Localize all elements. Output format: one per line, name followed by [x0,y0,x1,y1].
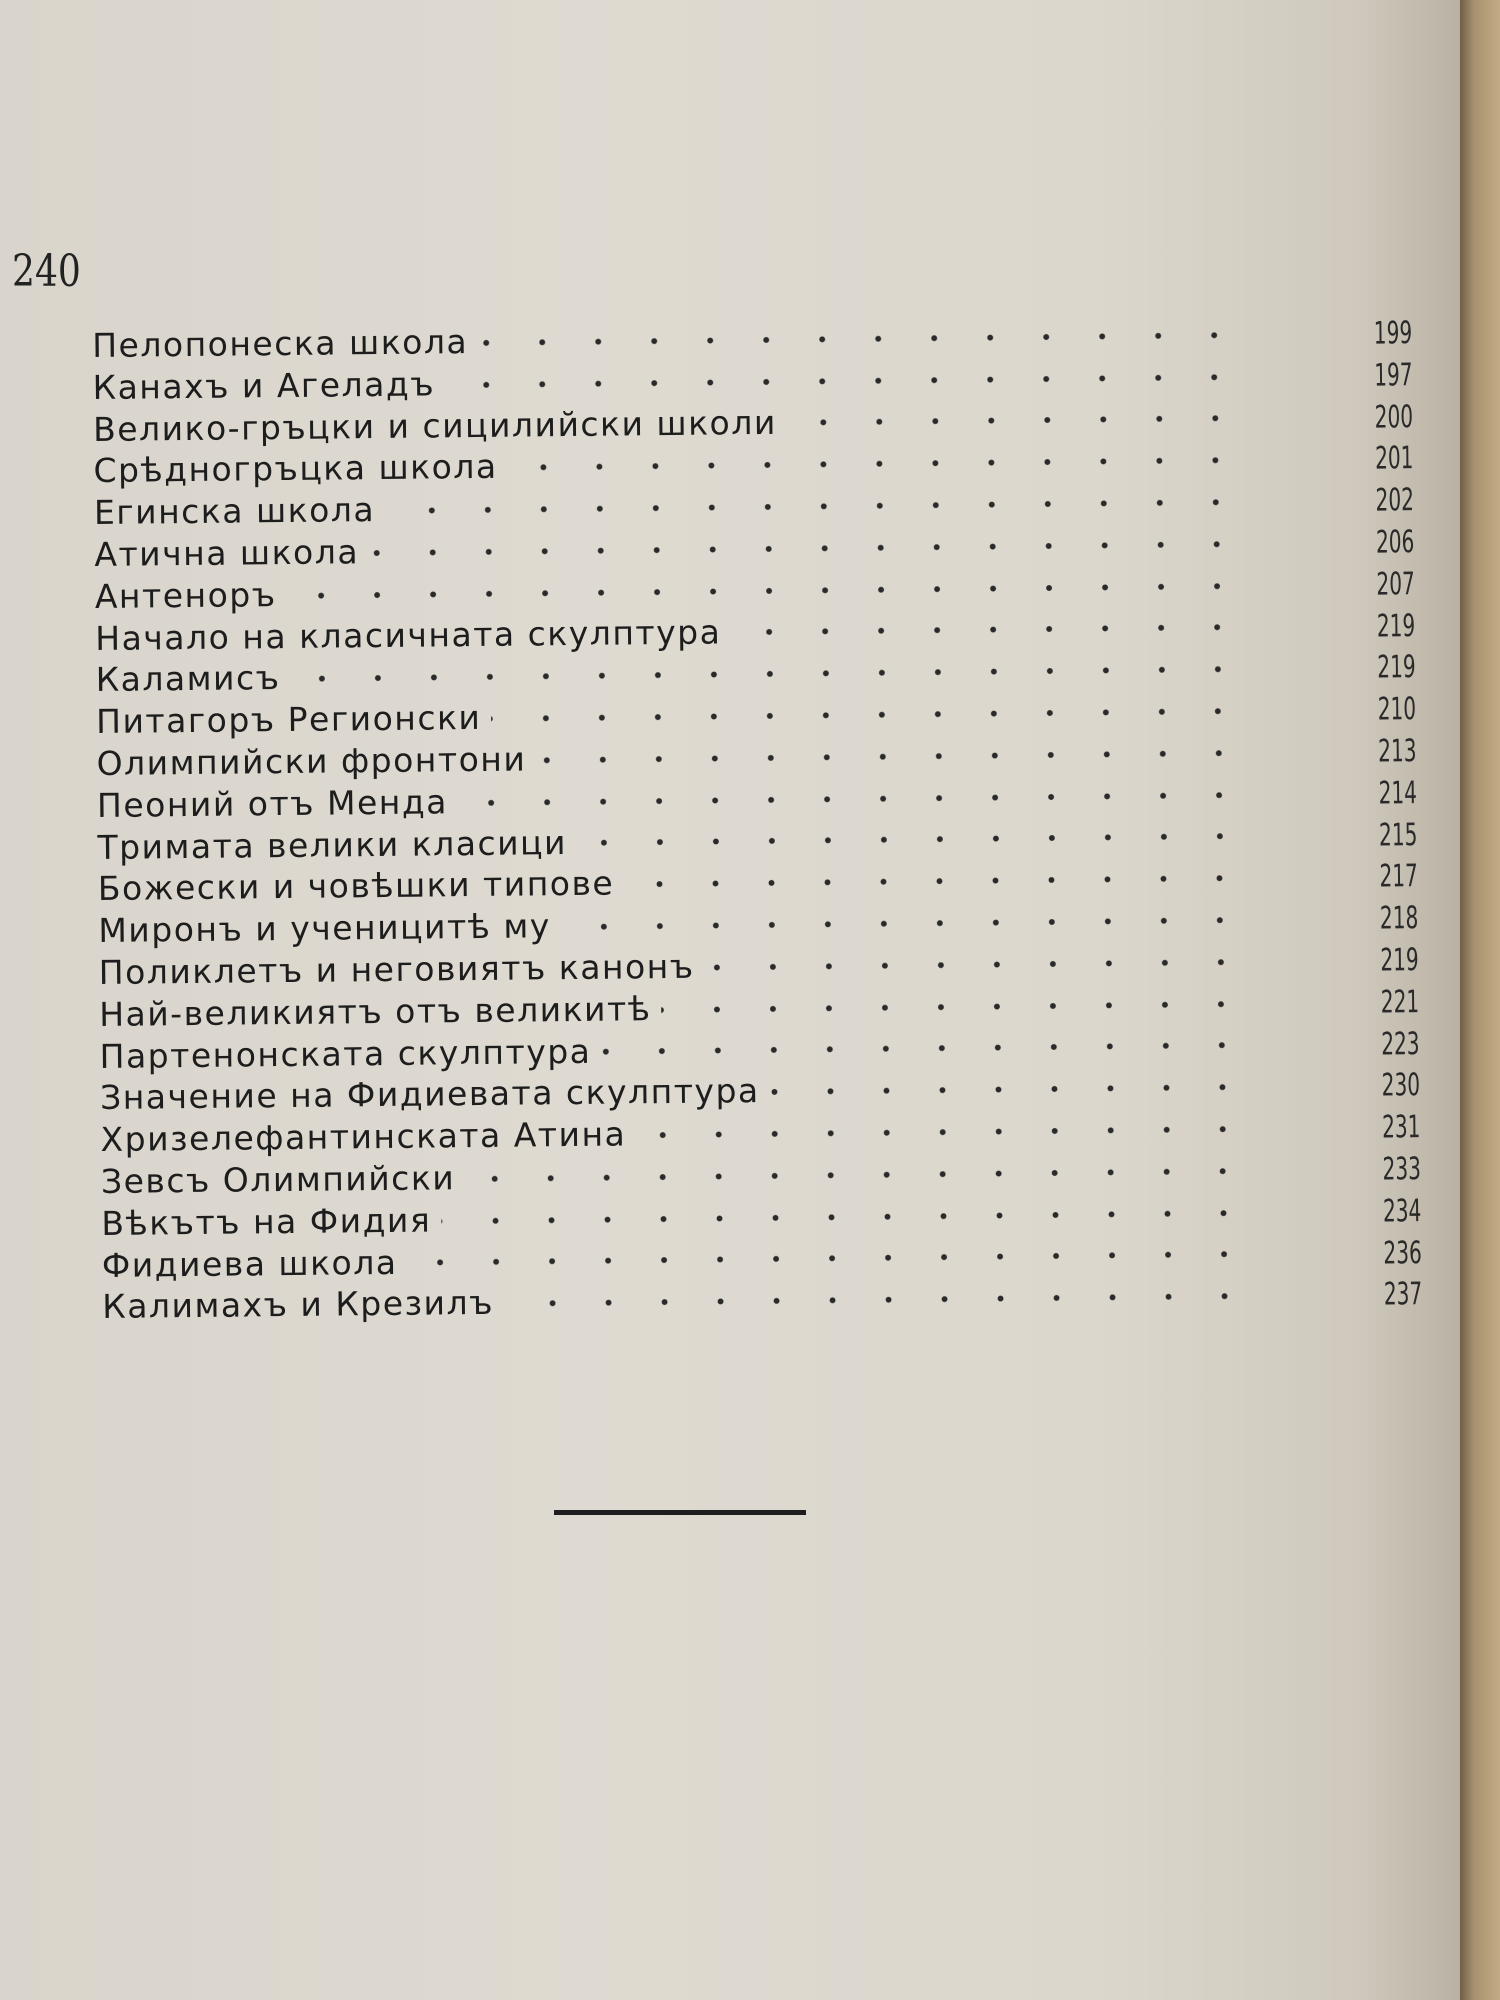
dot-leader [731,624,1245,635]
toc-entry-page: 237 [1383,1276,1423,1313]
dot-leader [770,1084,1250,1095]
end-rule [554,1510,806,1515]
dot-leader [465,1168,1251,1182]
toc-entry-page: 201 [1374,440,1414,477]
dot-leader [385,499,1244,514]
toc-entry-title: Начало на класичната скулптура [95,612,722,658]
dot-leader [458,792,1247,806]
dot-leader [536,750,1246,763]
toc-entry-page: 206 [1375,524,1415,561]
dot-leader [561,917,1249,930]
toc-entry-title: Егинска школа [93,490,376,533]
toc-entry-page: 214 [1378,774,1418,812]
dot-leader [705,959,1249,971]
toc-entry-title: Каламисъ [95,658,281,700]
toc-entry-page: 202 [1375,482,1415,519]
toc-entry-page: 219 [1376,607,1416,645]
dot-leader [636,1126,1250,1138]
toc-entry-page: 215 [1378,816,1418,854]
toc-entry-page: 230 [1381,1067,1421,1104]
dot-leader [601,1042,1249,1055]
toc-entry-page: 231 [1381,1109,1421,1146]
table-of-contents [92,312,1422,1329]
toc-entry-title: Срѣдногръцка школа [93,447,498,491]
toc-entry-title: Зевсъ Олимпийски [100,1158,456,1201]
page-edge [1460,0,1500,2000]
dot-leader [290,666,1245,682]
dot-leader [369,541,1244,556]
dot-leader [491,708,1246,722]
dot-leader [408,1251,1252,1266]
dot-leader [504,1293,1252,1307]
page-number: 240 [12,246,81,297]
toc-entry-title: Калимахъ и Крезилъ [102,1283,495,1327]
toc-entry-title: Фидиева школа [101,1242,398,1285]
toc-entry-title: Поликлетъ и неговиятъ канонъ [98,946,695,992]
dot-leader [478,332,1242,346]
toc-entry-title: Значение на Фидиевата скулптура [99,1071,760,1118]
toc-entry-page: 210 [1377,691,1417,728]
dot-leader [445,374,1243,388]
toc-entry-title: Божески и човѣшки типове [97,863,615,909]
toc-entry-page: 236 [1383,1234,1422,1272]
toc-entry-title: Хризелефантинската Атина [100,1114,627,1160]
toc-entry-title: Вѣкътъ на Фидия [101,1200,432,1243]
toc-entry-title: Питагоръ Регионски [95,698,482,742]
toc-entry-title: Пелопонеска школа [92,322,469,365]
toc-entry-page: 219 [1377,649,1416,686]
toc-entry-page: 217 [1379,858,1419,895]
toc-entry-title: Антеноръ [94,574,277,616]
toc-entry-page: 199 [1373,315,1413,352]
toc-entry-title: Миронъ и ученицитѣ му [98,906,551,951]
dot-leader [441,1210,1251,1224]
toc-entry-page: 213 [1378,733,1417,770]
toc-entry-title: Атична школа [94,532,360,574]
toc-entry-title: Велико-гръцки и сицилийски школи [92,402,777,449]
toc-entry-page: 200 [1374,398,1414,436]
toc-entry-title: Пеоний отъ Менда [96,782,449,825]
toc-entry-title: Канахъ и Агеладъ [92,364,436,407]
toc-entry-page: 221 [1380,983,1420,1021]
toc-entry-title: Партенонската скулптура [99,1031,592,1076]
toc-entry-page: 233 [1382,1151,1422,1188]
toc-entry-page: 197 [1374,356,1413,394]
dot-leader [508,457,1244,471]
dot-leader [624,875,1248,888]
toc-entry-title: Олимпийски фронтони [96,739,527,783]
dot-leader [787,415,1243,426]
dot-leader [287,583,1245,599]
toc-entry-page: 219 [1380,942,1419,979]
toc-entry-page: 223 [1381,1025,1420,1063]
dot-leader [577,833,1248,846]
dot-leader [661,1001,1249,1013]
toc-entry-page: 218 [1379,900,1419,937]
toc-entry-title: Тримата велики класици [97,822,568,867]
toc-entry-title: Най-великиятъ отъ великитѣ [99,988,652,1034]
toc-entry-page: 234 [1382,1192,1422,1230]
toc-entry-page: 207 [1376,565,1415,603]
